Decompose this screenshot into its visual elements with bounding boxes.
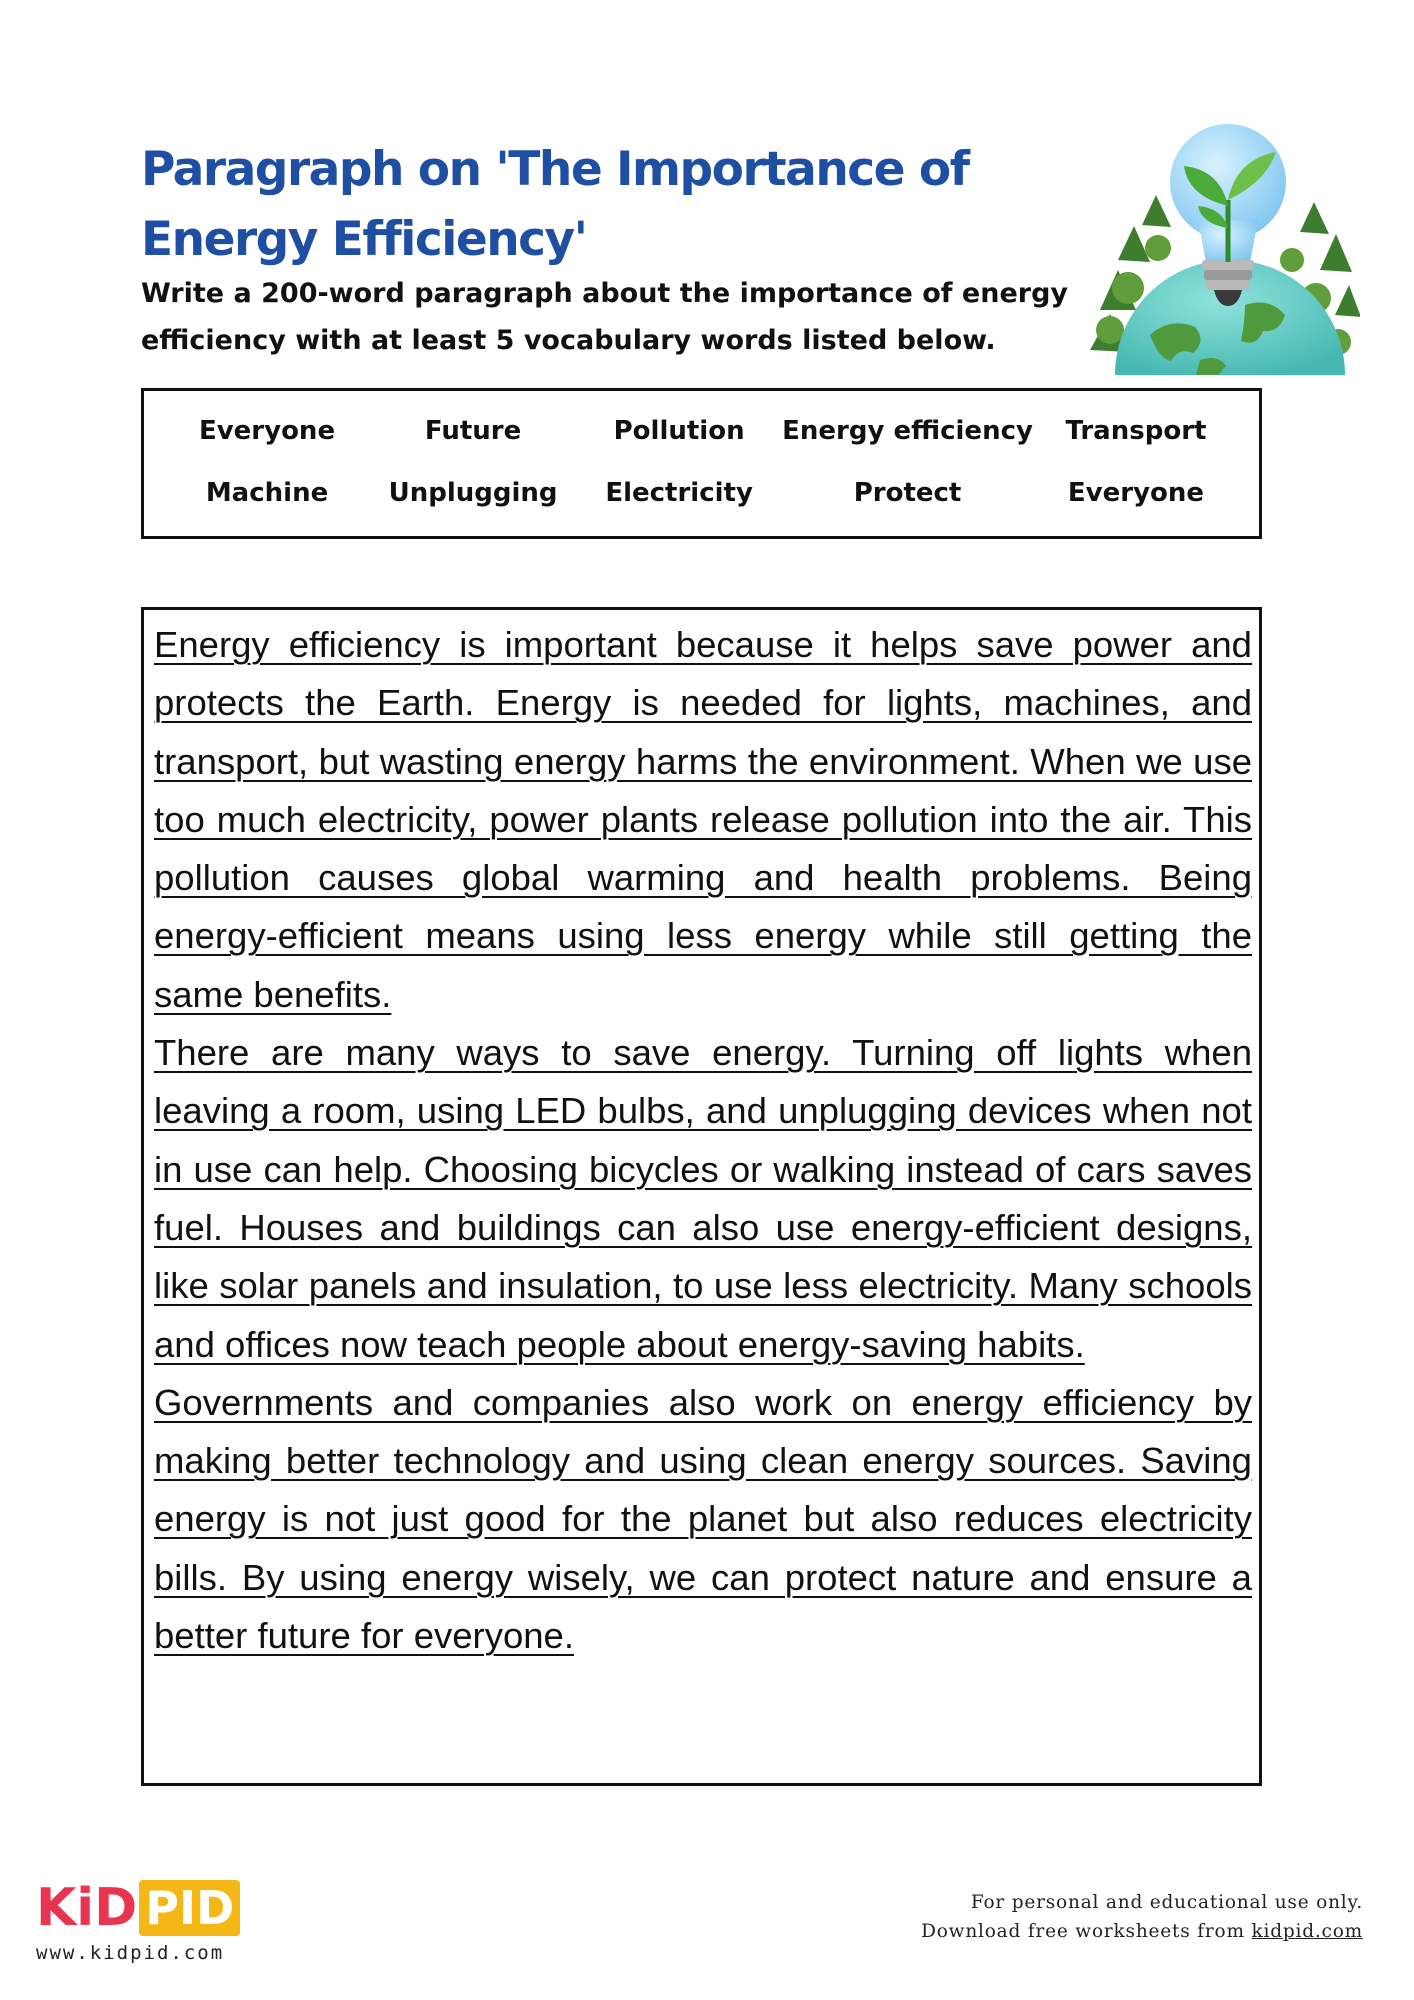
vocab-word: Machine: [205, 478, 329, 508]
paragraph-text: [154, 616, 1252, 1665]
paragraph: [154, 1024, 1252, 1374]
paragraph-text-line: Energy efficiency is important because it helps save power and protects the Earth. Energy is needed for lights, machines, and transport, but wasting energy harms the environment. When we use too much electricity, power plants release pollution into the air. This pollution causes global warming and health problems. Being energy-efficient means using less energy while still getting the same benefits.: [154, 624, 1252, 1015]
vocab-word: Everyone: [1067, 478, 1205, 508]
paragraph: [154, 1374, 1252, 1665]
footer-note: [921, 1888, 1363, 1946]
logo-url[interactable]: www.kidpid.com: [36, 1942, 225, 1964]
eco-lightbulb-illustration: [1080, 120, 1360, 375]
vocab-word: Pollution: [613, 416, 745, 446]
paragraph: [154, 616, 1252, 1024]
footer-link[interactable]: kidpid.com: [1251, 1921, 1363, 1942]
logo-pid: PID: [139, 1880, 240, 1936]
footer-line-2-prefix: Download free worksheets from: [921, 1921, 1252, 1942]
kidpid-logo[interactable]: [36, 1878, 235, 1964]
vocab-word: Transport: [1065, 416, 1207, 446]
vocabulary-grid: [164, 411, 1239, 513]
vocab-word: Protect: [853, 478, 962, 508]
logo-wordmark: [36, 1878, 235, 1938]
vocab-word: Everyone: [198, 416, 336, 446]
footer-line-2: [921, 1917, 1363, 1946]
paragraph-text-line: Governments and companies also work on energy efficiency by making better technology and using clean energy sources. Saving energy is not just good for the planet but also reduces electricity bills. By using energy wisely, we can protect nature and ensure a better future for everyone.: [154, 1381, 1252, 1657]
vocab-word: Unplugging: [388, 478, 558, 508]
page-title: Paragraph on 'The Importance of Energy Efficiency': [141, 142, 969, 267]
vocab-word: Electricity: [605, 478, 753, 508]
vocab-word: Future: [424, 416, 522, 446]
paragraph-text-line: There are many ways to save energy. Turning off lights when leaving a room, using LED bulbs, and unplugging devices when not in use can help. Choosing bicycles or walking instead of cars saves fuel. Houses and buildings can also use energy-efficient designs, like solar panels and insulation, to use less electricity. Many schools and offices now teach people about energy-saving habits.: [154, 1032, 1252, 1365]
vocabulary-box: [141, 388, 1262, 539]
footer-line-1: For personal and educational use only.: [970, 1892, 1363, 1913]
logo-kid: KiD: [36, 1878, 138, 1938]
vocab-word: Energy efficiency: [782, 416, 1033, 446]
paragraph-box: [141, 607, 1262, 1786]
instructions: Write a 200-word paragraph about the importance of energy efficiency with at least 5 vocabulary words listed below.: [141, 278, 1069, 356]
